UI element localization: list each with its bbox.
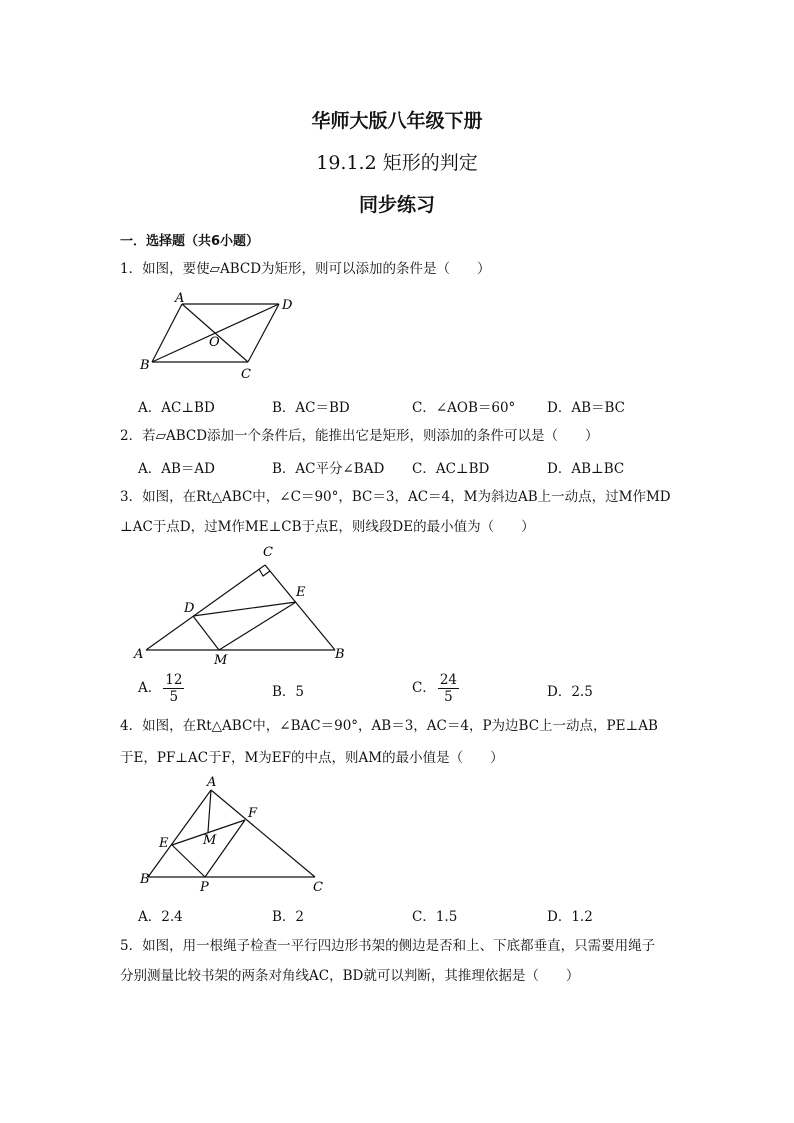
q3-option-a-prefix: A．	[138, 680, 162, 696]
q3-option-a-denominator: 5	[169, 689, 179, 705]
doc-subtitle: 19.1.2 矩形的判定	[316, 152, 478, 174]
label-a: A	[175, 291, 185, 306]
question-5-text-line2: 分别测量比较书架的两条对角线AC，BD就可以判断，其推理依据是（ ）	[120, 968, 580, 984]
side-ac	[211, 790, 315, 877]
q1-option-d: D．AB＝BC	[547, 400, 625, 416]
label-a: A	[207, 775, 217, 790]
question-3-text-line2: ⊥AC于点D，过M作ME⊥CB于点E，则线段DE的最小值为（ ）	[120, 519, 535, 535]
q1-option-c: C．∠AOB＝60°	[412, 400, 516, 416]
label-d: D	[282, 298, 293, 313]
label-a: A	[134, 647, 144, 662]
q3-option-a-fraction	[163, 672, 184, 705]
label-p: P	[200, 880, 209, 893]
diagonal-bd	[152, 304, 279, 362]
segment-me	[219, 602, 296, 650]
q2-option-c: C．AC⊥BD	[412, 461, 490, 477]
label-c: C	[241, 367, 251, 382]
label-d: D	[184, 601, 195, 616]
segment-md	[193, 616, 219, 650]
side-ab	[148, 790, 211, 877]
question-1-figure	[135, 288, 305, 383]
q1-option-a: A．AC⊥BD	[138, 400, 215, 416]
side-ac	[146, 565, 265, 650]
label-b: B	[140, 358, 150, 373]
label-c: C	[263, 545, 273, 560]
q2-option-d: D．AB⊥BC	[547, 461, 625, 477]
label-o: O	[209, 335, 220, 350]
q1-option-b: B．AC＝BD	[272, 400, 350, 416]
q4-option-d: D．1.2	[547, 909, 593, 925]
edge-ba	[152, 304, 182, 362]
doc-title: 华师大版八年级下册	[311, 110, 483, 132]
segment-de	[193, 602, 296, 616]
q2-option-b: B．AC平分∠BAD	[272, 461, 385, 477]
q4-option-c: C．1.5	[412, 909, 458, 925]
label-b: B	[335, 647, 345, 662]
q4-option-b: B．2	[272, 909, 305, 925]
side-cb	[265, 565, 335, 650]
q4-option-a: A．2.4	[138, 909, 183, 925]
q3-option-c-denominator: 5	[444, 689, 453, 705]
question-4-text-line2: 于E，PF⊥AC于F，M为EF的中点，则AM的最小值是（ ）	[120, 750, 504, 766]
question-3-figure	[130, 540, 360, 668]
doc-subtitle-practice: 同步练习	[358, 194, 435, 216]
edge-dc	[248, 304, 279, 362]
question-3-text-line1: 3．如图，在Rt△ABC中，∠C＝90°，BC＝3，AC＝4，M为斜边AB上一动点，过M作MD	[120, 489, 671, 505]
question-4-figure	[135, 775, 335, 893]
label-f: F	[248, 806, 258, 821]
question-2-text: 2．若▱ABCD添加一个条件后，能推出它是矩形，则添加的条件可以是（ ）	[120, 428, 599, 444]
right-angle-mark	[259, 569, 270, 576]
q3-option-a-numerator: 12	[165, 672, 183, 688]
q3-option-b: B．5	[272, 684, 305, 700]
label-b: B	[140, 872, 150, 887]
question-1-text: 1．如图，要使▱ABCD为矩形，则可以添加的条件是（ ）	[120, 261, 491, 277]
segment-pe	[172, 845, 205, 877]
q3-option-c-fraction	[438, 672, 459, 705]
label-m: M	[214, 653, 228, 668]
label-e: E	[296, 585, 306, 600]
q2-option-a: A．AB＝AD	[138, 461, 215, 477]
question-5-text-line1: 5．如图，用一根绳子检查一平行四边形书架的侧边是否和上、下底都垂直，只需要用绳子	[120, 938, 656, 954]
q3-option-a	[138, 672, 184, 705]
segment-am	[208, 790, 211, 832]
q3-option-d: D．2.5	[547, 684, 593, 700]
q3-option-c	[412, 672, 459, 705]
q3-option-c-prefix: C．	[412, 680, 436, 696]
label-m: M	[203, 833, 217, 848]
label-c: C	[313, 880, 323, 893]
section-heading: 一．选择题（共6小题）	[120, 234, 260, 249]
segment-pf	[205, 820, 245, 877]
label-e: E	[159, 836, 169, 851]
q3-option-c-numerator: 24	[439, 672, 458, 688]
question-4-text-line1: 4．如图，在Rt△ABC中，∠BAC＝90°，AB＝3，AC＝4，P为边BC上一动点，PE⊥AB	[120, 718, 658, 734]
